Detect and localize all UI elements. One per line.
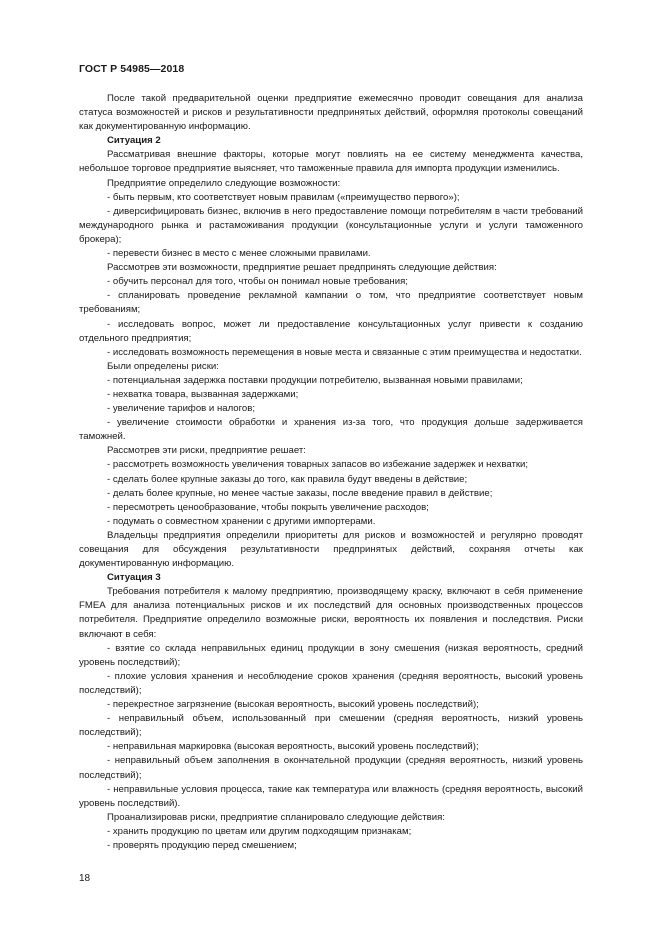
list-item: - делать более крупные, но менее частые заказы, после введение правил в действие; — [107, 487, 493, 499]
list-item: - потенциальная задержка поставки продукции потребителю, вызванная новыми правилами; — [107, 374, 523, 386]
list-item: - увеличение стоимости обработки и хранения из-за того, что продукция дольше задерживается таможней. — [79, 417, 583, 443]
list-item: - хранить продукцию по цветам или другим подходящим признакам; — [107, 825, 412, 837]
list-item: - рассмотреть возможность увеличения товарных запасов во избежание задержек и нехватки; — [107, 459, 529, 471]
list-item: - нехватка товара, вызванная задержками; — [107, 388, 299, 400]
paragraph: Предприятие определило следующие возможности: — [107, 177, 341, 189]
paragraph: Владельцы предприятия определили приоритеты для рисков и возможностей и регулярно проводят совещания для обсуждения результативности предпринятых действий, сохраняя отчеты как документированную информацию. — [79, 529, 583, 570]
list-item: - перевести бизнес в место с менее сложными правилами. — [107, 248, 371, 260]
paragraph: Требования потребителя к малому предприятию, производящему краску, включают в себя применение FMEA для анализа потенциальных рисков и их последствий для основных производственных процессов потребителя. Предприятие определило возможные риски, вероятность их появления и последствия. Риски включают в себя: — [79, 586, 583, 640]
paragraph: Рассматривая внешние факторы, которые могут повлиять на ее систему менеджмента качества, небольшое торговое предприятие выясняет, что таможенные правила для импорта продукции изменились. — [79, 149, 583, 175]
section-heading: Ситуация 2 — [107, 135, 161, 147]
list-item: - проверять продукцию перед смешением; — [107, 839, 297, 851]
document-body — [79, 92, 583, 853]
section-heading: Ситуация 3 — [107, 572, 161, 584]
list-item: - исследовать возможность перемещения в новые места и связанные с этим преимущества и недостатки. — [107, 346, 582, 358]
list-item: - взятие со склада неправильных единиц продукции в зону смешения (низкая вероятность, средний уровень последствий); — [79, 642, 583, 668]
paragraph: Рассмотрев эти риски, предприятие решает: — [107, 445, 306, 457]
paragraph: Были определены риски: — [107, 360, 219, 372]
list-item: - увеличение тарифов и налогов; — [107, 403, 256, 415]
list-item: - пересмотреть ценообразование, чтобы покрыть увеличение расходов; — [107, 501, 429, 513]
list-item: - неправильные условия процесса, такие как температура или влажность (средняя вероятность, высокий уровень последствий). — [79, 783, 583, 809]
document-header: ГОСТ Р 54985—2018 — [79, 63, 185, 75]
list-item: - неправильный объем заполнения в окончательной продукции (средняя вероятность, низкий уровень последствий); — [79, 755, 583, 781]
list-item: - плохие условия хранения и несоблюдение сроков хранения (средняя вероятность, высокий уровень последствий); — [79, 670, 583, 696]
list-item: - диверсифицировать бизнес, включив в него предоставление помощи потребителям в части требований международного рынка и растаможивания продукции (консультационные услуги и услуги таможенного брокера); — [79, 205, 583, 245]
list-item: - подумать о совместном хранении с другими импортерами. — [107, 515, 376, 527]
list-item: - неправильная маркировка (высокая вероятность, высокий уровень последствий); — [107, 741, 479, 753]
page-number: 18 — [79, 873, 91, 884]
paragraph: Проанализировав риски, предприятие спланировало следующие действия: — [107, 811, 445, 823]
list-item: - спланировать проведение рекламной кампании о том, что предприятие соответствует новым требованиям; — [79, 290, 583, 316]
list-item: - быть первым, кто соответствует новым правилам («преимущество первого»); — [107, 191, 460, 203]
list-item: - неправильный объем, использованный при смешении (средняя вероятность, низкий уровень последствий); — [79, 713, 583, 739]
list-item: - обучить персонал для того, чтобы он понимал новые требования; — [107, 276, 408, 288]
list-item: - сделать более крупные заказы до того, как правила будут введены в действие; — [107, 473, 468, 485]
paragraph: После такой предварительной оценки предприятие ежемесячно проводит совещания для анализа статуса возможностей и рисков и результативности предпринятых действий, оформляя протоколы совещаний как документированную информацию. — [79, 93, 583, 133]
list-item: - перекрестное загрязнение (высокая вероятность, высокий уровень последствий); — [107, 699, 479, 711]
paragraph: Рассмотрев эти возможности, предприятие решает предпринять следующие действия: — [107, 262, 497, 274]
list-item: - исследовать вопрос, может ли предоставление консультационных услуг привести к созданию отдельного предприятия; — [79, 318, 583, 344]
